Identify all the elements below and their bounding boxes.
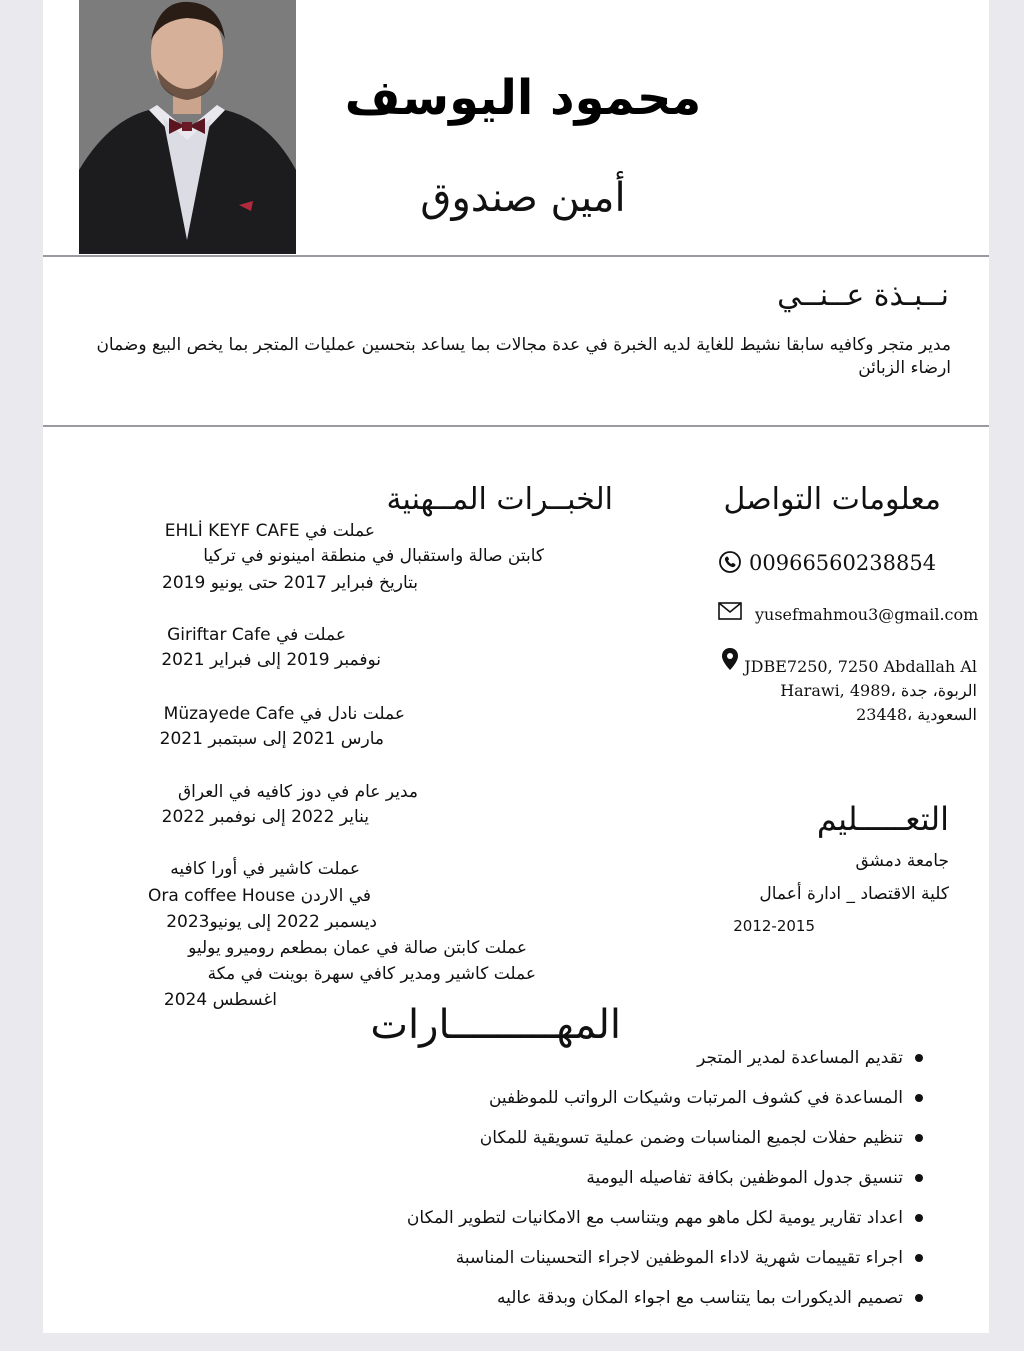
skill-item: تنسيق جدول الموظفين بكافة تفاصيله اليومية	[325, 1166, 925, 1206]
email-address: yusefmahmou3@gmail.com	[755, 605, 979, 624]
experience-line: في الاردن Ora coffee House	[147, 886, 371, 906]
experience-line: كابتن صالة واستقبال في منطقة امينونو في تركيا	[203, 546, 544, 566]
experience-line: عملت في Giriftar Cafe	[167, 625, 346, 645]
location-pin-icon	[721, 647, 739, 671]
divider-top	[43, 255, 989, 257]
experience-line: نوفمبر 2019 إلى فبراير 2021	[161, 650, 381, 670]
job-title: أمين صندوق	[420, 175, 626, 221]
experience-line: عملت كاشير ومدير كافي سهرة بوينت في مكة	[207, 964, 536, 984]
experience-line: عملت نادل في Müzayede Cafe	[163, 704, 405, 724]
person-portrait-icon	[79, 0, 296, 254]
about-text: مدير متجر وكافيه سابقا نشيط للغاية لديه الخبرة في عدة مجالات بما يساعد بتحسين عمليات المتجر بما يخص البيع وضمان ارضاء الزبائن	[96, 335, 951, 378]
skill-item: اجراء تقييمات شهرية لاداء الموظفين لاجراء التحسينات المناسبة	[325, 1246, 925, 1286]
contact-title: معلومات التواصل	[723, 482, 941, 517]
phone-number: 00966560238854	[749, 551, 937, 575]
experience-line: مدير عام في دوز كافيه في العراق	[177, 782, 418, 802]
address-line: JDBE7250, 7250 Abdallah Al	[744, 657, 977, 676]
skill-item: اعداد تقارير يومية لكل ماهو مهم ويتناسب مع الامكانيات لتطوير المكان	[325, 1206, 925, 1246]
about-title: نــبـذة عــنــي	[777, 278, 949, 313]
experience-line: مارس 2021 إلى سبتمبر 2021	[159, 729, 384, 749]
experience-line: بتاريخ فبراير 2017 حتى يونيو 2019	[162, 573, 418, 593]
skill-item: تقديم المساعدة لمدير المتجر	[325, 1046, 925, 1086]
phone-icon	[718, 550, 742, 574]
profile-photo	[79, 0, 296, 254]
experience-line: اغسطس 2024	[163, 990, 277, 1010]
address-line: Harawi, 4989، الربوة، جدة	[780, 681, 977, 700]
skill-item: تنظيم حفلات لجميع المناسبات وضمن عملية تسويقية للمكان	[325, 1126, 925, 1166]
education-faculty: كلية الاقتصاد _ ادارة أعمال	[759, 884, 949, 904]
education-university: جامعة دمشق	[855, 851, 949, 871]
experience-title: الخبــرات المــهنية	[386, 482, 613, 517]
skills-list	[325, 1046, 925, 1326]
education-years: 2012-2015	[733, 917, 815, 935]
skill-item: تصميم الديكورات بما يتناسب مع اجواء المكان وبدقة عاليه	[325, 1286, 925, 1326]
experience-line: ديسمبر 2022 إلى يونيو2023	[166, 912, 377, 932]
skills-title: المهـــــــــارات	[370, 1002, 621, 1048]
divider-middle	[43, 425, 989, 427]
experience-line: عملت كابتن صالة في عمان بمطعم روميرو يوليو	[188, 938, 527, 958]
resume-page	[43, 0, 989, 1333]
experience-line: عملت كاشير في أورا كافيه	[170, 859, 360, 879]
address-line: 23448، السعودية	[856, 705, 977, 724]
skill-item: المساعدة في كشوف المرتبات وشيكات الرواتب للموظفين	[325, 1086, 925, 1126]
education-title: التعـــــليم	[816, 800, 949, 838]
experience-line: عملت في EHLİ KEYF CAFE	[164, 521, 375, 541]
candidate-name: محمود اليوسف	[344, 70, 702, 126]
mail-icon	[718, 602, 742, 620]
experience-line: يناير 2022 إلى نوفمبر 2022	[161, 807, 369, 827]
address	[744, 655, 977, 727]
